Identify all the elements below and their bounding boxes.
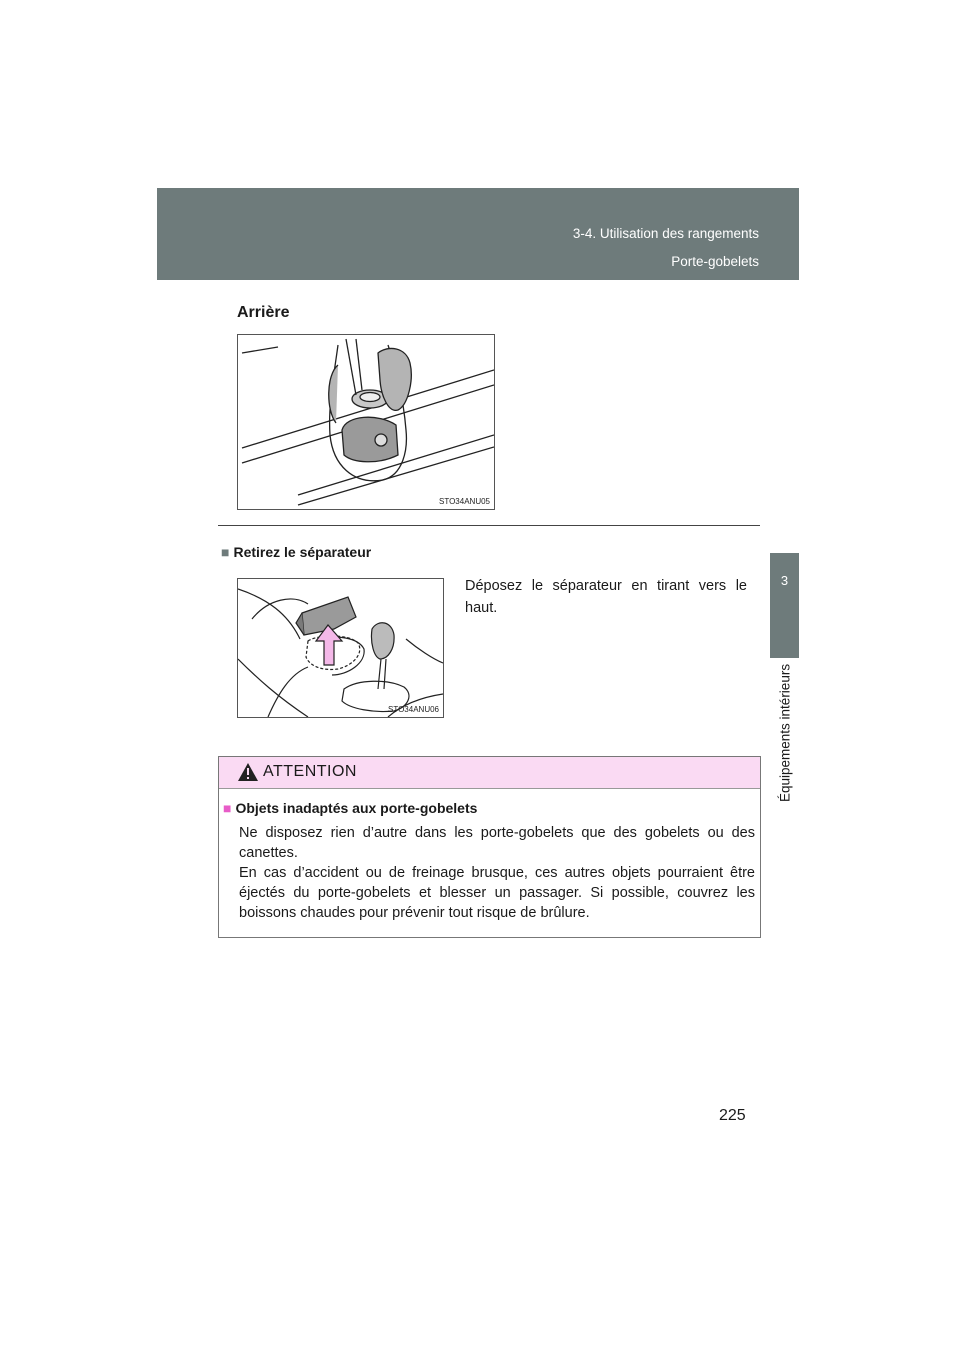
rear-cup-holder-illustration [237, 334, 495, 510]
caution-subheading-text: Objets inadaptés aux porte-gobelets [235, 800, 478, 816]
divider-removal-illustration [237, 578, 444, 718]
header-band [157, 188, 799, 280]
chapter-title-text: Équipements intérieurs [777, 664, 793, 803]
remove-divider-heading-text: Retirez le séparateur [233, 544, 372, 560]
chapter-title [771, 664, 799, 824]
caution-bullet-icon: ■ [223, 800, 232, 816]
square-bullet-icon: ■ [221, 544, 230, 560]
caution-box [218, 756, 761, 938]
caution-header [219, 757, 760, 789]
caution-subheading [223, 800, 477, 816]
instruction-text: Déposez le séparateur en tirant vers le haut. [465, 578, 747, 616]
page-number: 225 [719, 1107, 746, 1124]
chapter-tab [770, 553, 799, 658]
header-section-title: 3-4. Utilisation des rangements [572, 226, 759, 241]
warning-triangle-icon [237, 762, 259, 787]
figure2-code: STO34ANU06 [388, 705, 439, 714]
caution-paragraph-2: En cas d’accident ou de freinage brusque, ces autres objets pourraient être éjectés du porte-gobelets et blesser un passager. Si possible, couvrez les boissons chaudes pour prévenir tout risque de brûlure. [239, 865, 755, 921]
figure1-code: STO34ANU05 [439, 497, 490, 506]
caution-paragraph-1: Ne disposez rien d’autre dans les porte-gobelets que des gobelets ou des canettes. [239, 825, 755, 861]
divider-line [218, 525, 760, 526]
remove-divider-heading [221, 544, 371, 560]
section-heading: Arrière [237, 304, 290, 321]
caution-body [239, 823, 755, 923]
caution-title: ATTENTION [263, 763, 357, 780]
header-topic-title: Porte-gobelets [671, 254, 759, 269]
chapter-number: 3 [780, 573, 789, 588]
